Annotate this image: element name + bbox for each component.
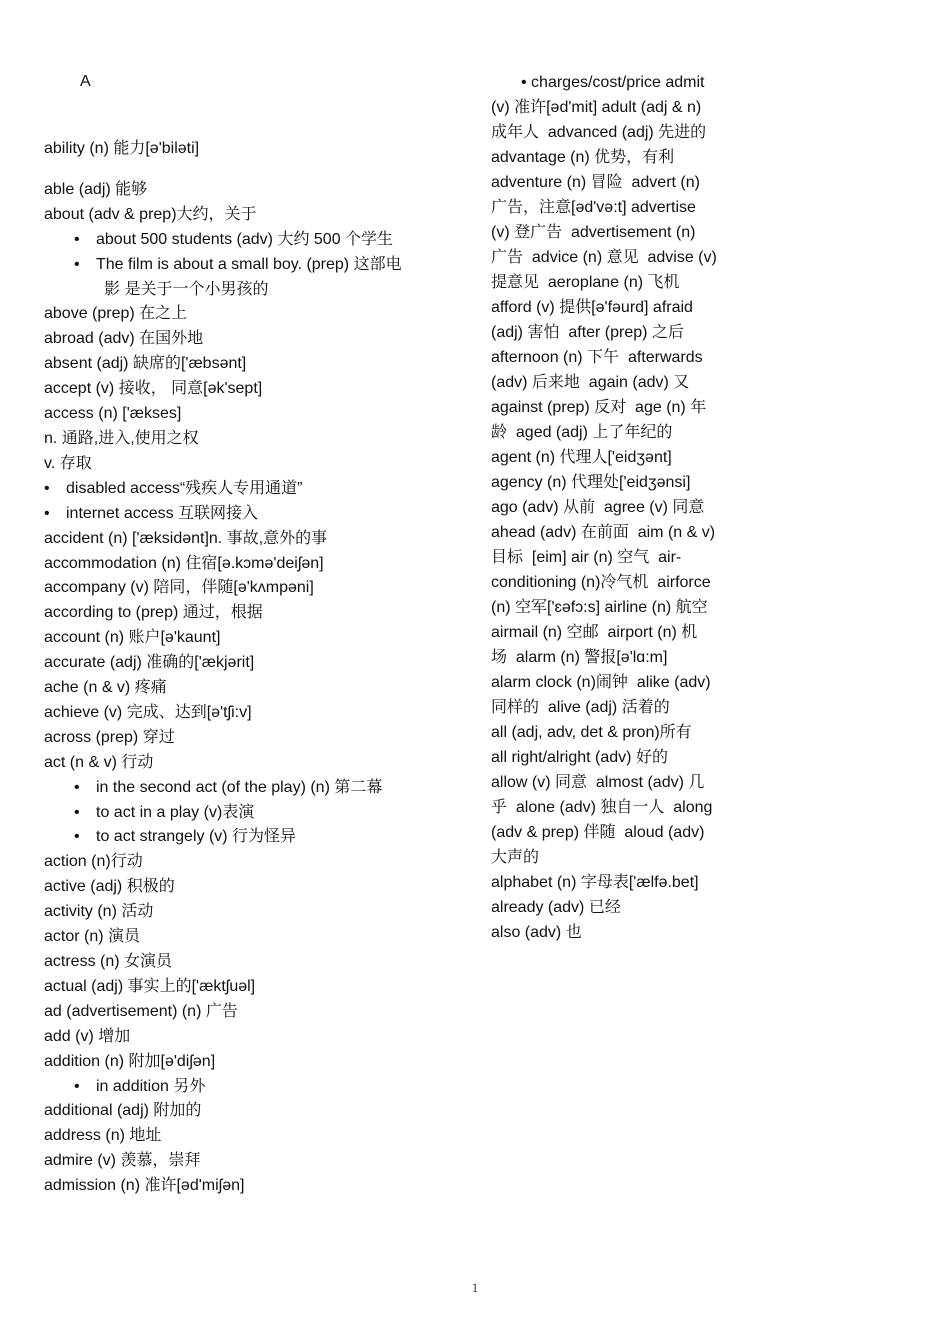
vocab-entry: able (adj) 能够: [44, 180, 148, 198]
vocab-line: afternoon (n) 下午 afterwards: [491, 349, 703, 366]
vocab-line: adventure (n) 冒险 advert (n): [491, 174, 700, 191]
vocab-line: (adj) 害怕 after (prep) 之后: [491, 324, 684, 341]
vocab-line: 广告，注意[əd'və:t] advertise: [491, 199, 696, 216]
vocab-entry: accept (v) 接收， 同意[ək'sept]: [44, 380, 263, 398]
bullet-item: • in addition 另外: [44, 1075, 464, 1100]
vocab-entry: ability (n) 能力[ə'biləti]: [44, 140, 200, 157]
vocab-line: against (prep) 反对 age (n) 年: [491, 399, 707, 416]
vocab-entry: addition (n) 附加[ə'diʃən]: [44, 1052, 216, 1070]
vocab-entry: account (n) 账户[ə'kaunt]: [44, 629, 221, 647]
bullet-item: • internet access 互联网接入: [44, 502, 464, 527]
vocab-line: airmail (n) 空邮 airport (n) 机: [491, 624, 698, 641]
vocab-entry: according to (prep) 通过，根据: [44, 604, 263, 622]
section-letter: A: [80, 73, 91, 90]
vocab-entry: accompany (v) 陪同，伴随[ə'kʌmpəni]: [44, 579, 314, 597]
vocab-line: (adv) 后来地 again (adv) 又: [491, 374, 690, 391]
vocab-line: allow (v) 同意 almost (adv) 几: [491, 774, 705, 791]
vocab-line: 成年人 advanced (adj) 先进的: [491, 124, 707, 141]
vocab-entry: accurate (adj) 准确的['ækjərit]: [44, 654, 255, 672]
vocab-entry: add (v) 增加: [44, 1027, 131, 1045]
vocab-line: ago (adv) 从前 agree (v) 同意: [491, 499, 705, 516]
vocab-entry: access (n) ['ækses]: [44, 405, 182, 423]
vocab-line: 龄 aged (adj) 上了年纪的: [491, 424, 673, 441]
vocab-line: agent (n) 代理人['eidʒənt]: [491, 449, 672, 466]
vocab-entry: across (prep) 穿过: [44, 728, 175, 746]
vocab-entry: ache (n & v) 疼痛: [44, 679, 167, 697]
vocab-line: 场 alarm (n) 警报[ə'lɑ:m]: [491, 649, 668, 666]
vocab-entry: about (adv & prep)大约，关于: [44, 205, 257, 223]
bullet-item: • to act strangely (v) 行为怪异: [44, 825, 464, 850]
vocab-entry: act (n & v) 行动: [44, 753, 154, 771]
vocab-line: ahead (adv) 在前面 aim (n & v): [491, 524, 716, 541]
vocab-entry: ad (advertisement) (n) 广告: [44, 1002, 238, 1020]
vocab-line: (v) 准许[əd'mit] adult (adj & n): [491, 99, 702, 116]
vocab-line: • charges/cost/price admit: [521, 74, 705, 91]
vocab-entry: n. 通路,进入,使用之权: [44, 429, 199, 447]
vocab-entry: 影 是关于一个小男孩的: [104, 280, 269, 298]
bullet-item: • The film is about a small boy. (prep) 这部电: [44, 253, 464, 278]
vocab-line: agency (n) 代理处['eidʒənsi]: [491, 474, 691, 491]
vocab-entry: accommodation (n) 住宿[ə.kɔmə'deiʃən]: [44, 554, 324, 572]
vocab-entry: active (adj) 积极的: [44, 878, 175, 896]
vocab-entry: admire (v) 羡慕，崇拜: [44, 1152, 201, 1170]
vocab-entry: abroad (adv) 在国外地: [44, 330, 204, 348]
vocab-line: (v) 登广告 advertisement (n): [491, 224, 696, 241]
vocab-line: already (adv) 已经: [491, 899, 621, 916]
vocab-entry: additional (adj) 附加的: [44, 1102, 202, 1120]
bullet-item: • in the second act (of the play) (n) 第二幕: [44, 776, 464, 801]
vocab-line: alphabet (n) 字母表['ælfə.bet]: [491, 874, 699, 891]
vocab-entry: action (n)行动: [44, 853, 143, 871]
vocab-entry: v. 存取: [44, 454, 92, 472]
vocab-entry: actor (n) 演员: [44, 928, 141, 946]
vocab-line: all right/alright (adv) 好的: [491, 749, 668, 766]
left-column: [44, 137, 464, 1199]
vocab-line: conditioning (n)冷气机 airforce: [491, 574, 711, 591]
vocab-entry: above (prep) 在之上: [44, 305, 188, 323]
vocab-entry: address (n) 地址: [44, 1127, 162, 1145]
vocab-line: 乎 alone (adv) 独自一人 along: [491, 799, 713, 816]
vocab-entry: accident (n) ['æksidənt]n. 事故,意外的事: [44, 529, 328, 547]
vocab-line: 同样的 alive (adj) 活着的: [491, 699, 670, 716]
bullet-item: • about 500 students (adv) 大约 500 个学生: [44, 228, 464, 253]
right-column: [491, 70, 751, 945]
vocab-line: also (adv) 也: [491, 924, 582, 941]
vocab-entry: activity (n) 活动: [44, 903, 154, 921]
vocab-line: 目标 [eim] air (n) 空气 air-: [491, 549, 682, 566]
vocab-line: all (adj, adv, det & pron)所有: [491, 724, 692, 741]
vocab-line: 广告 advice (n) 意见 advise (v): [491, 249, 717, 266]
vocab-line: alarm clock (n)闹钟 alike (adv): [491, 674, 711, 691]
vocab-line: (adv & prep) 伴随 aloud (adv): [491, 824, 705, 841]
vocab-line: 提意见 aeroplane (n) 飞机: [491, 274, 680, 291]
vocab-line: (n) 空军['ɛəfɔ:s] airline (n) 航空: [491, 599, 708, 616]
vocab-line: 大声的: [491, 849, 540, 866]
bullet-item: • disabled access“残疾人专用通道”: [44, 477, 464, 502]
vocab-entry: absent (adj) 缺席的['æbsənt]: [44, 355, 247, 373]
vocab-entry: actual (adj) 事实上的['æktʃuəl]: [44, 977, 256, 995]
vocab-entry: achieve (v) 完成、达到[ə'tʃi:v]: [44, 703, 252, 721]
page-number: 1: [471, 1280, 479, 1295]
vocab-line: afford (v) 提供[ə'fəurd] afraid: [491, 299, 693, 316]
vocab-entry: actress (n) 女演员: [44, 953, 173, 970]
vocab-line: advantage (n) 优势，有利: [491, 149, 675, 166]
vocab-entry: admission (n) 准许[əd'miʃən]: [44, 1177, 245, 1195]
bullet-item: • to act in a play (v)表演: [44, 801, 464, 826]
